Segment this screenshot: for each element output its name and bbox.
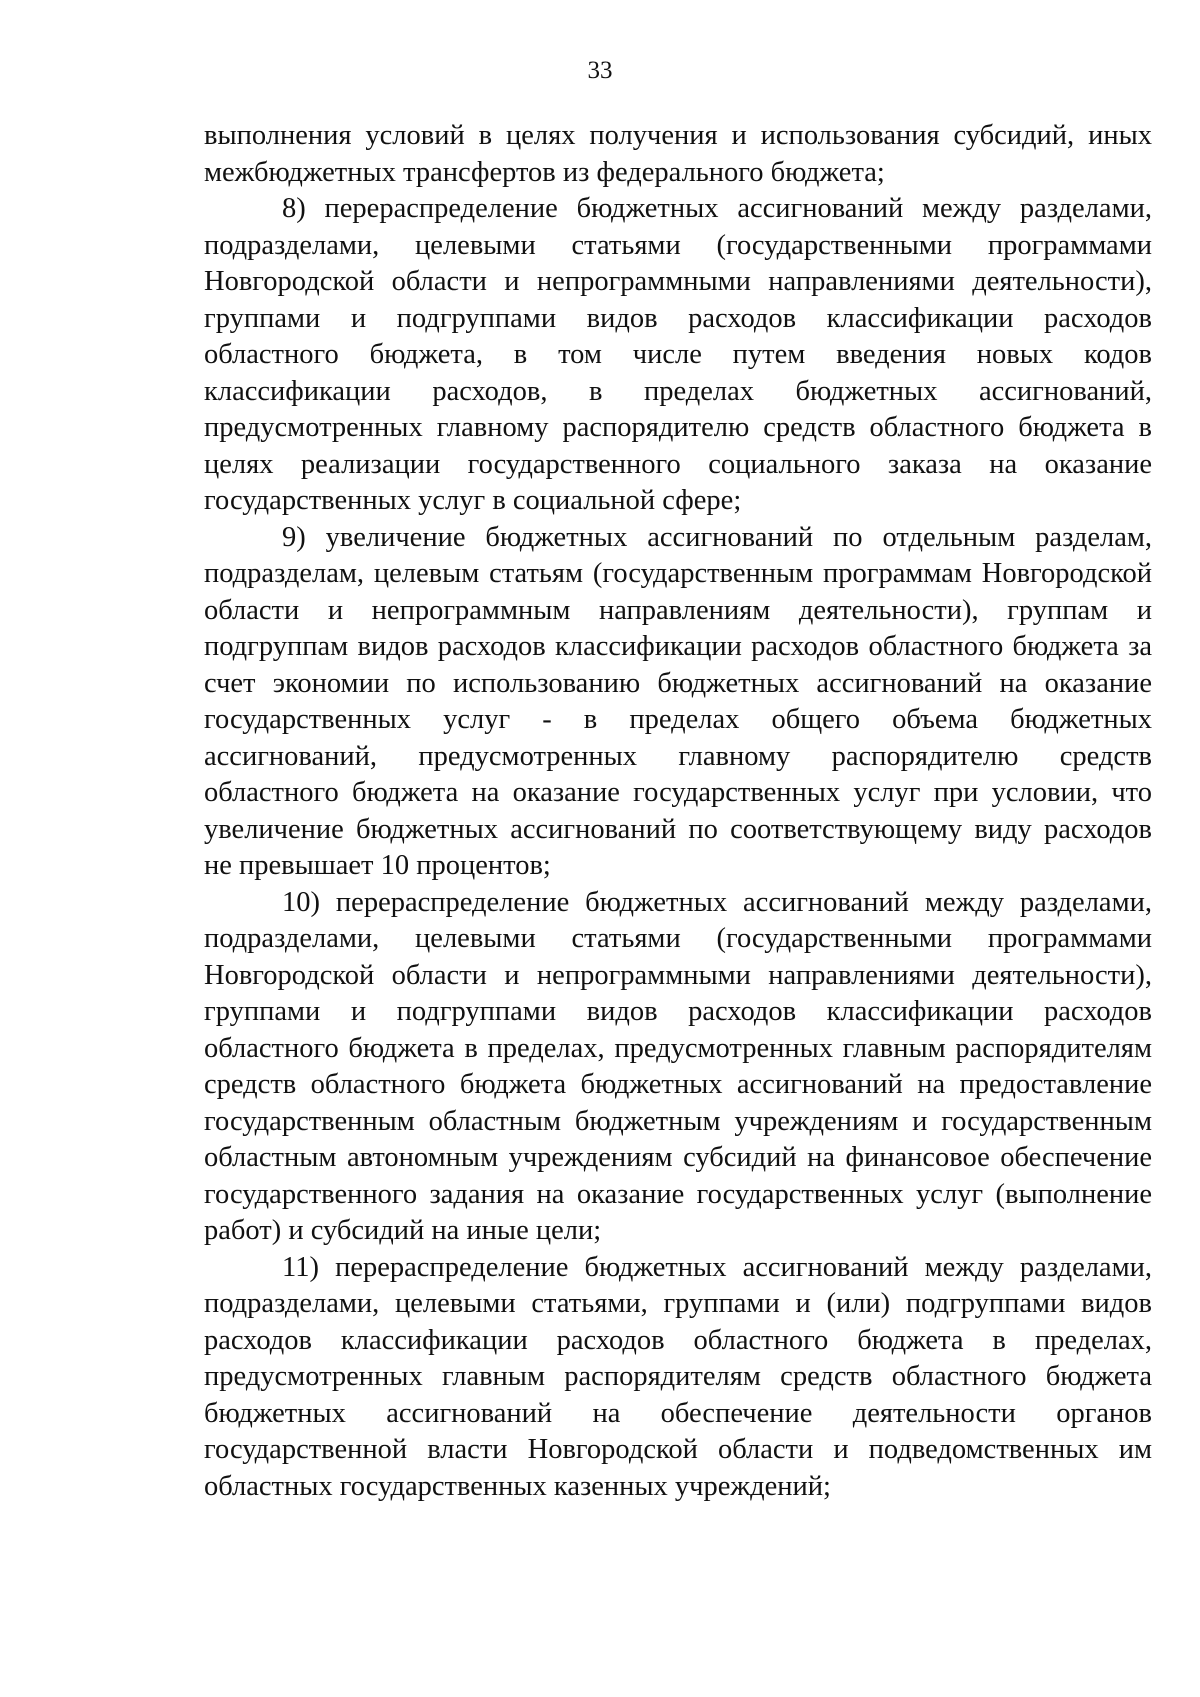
paragraph-item-10: 10) перераспределение бюджетных ассигнований между разделами, подразделами, целевыми статьями (государственными программами Новгородской области и непрограммными направлениями деятельности), группами и подгруппами видов расходов классификации расходов областного бюджета в пределах, предусмотренных главным распорядителям средств областного бюджета бюджетных ассигнований на предоставление государственным областным бюджетным учреждениям и государственным областным автономным учреждениям субсидий на финансовое обеспечение государственного задания на оказание государственных услуг (выполнение работ) и субсидий на иные цели; (204, 886, 1152, 1246)
paragraph-item-9: 9) увеличение бюджетных ассигнований по отдельным разделам, подразделам, целевым статьям (государственным программам Новгородской области и непрограммным направлениям деятельности), группам и подгруппам видов расходов классификации расходов областного бюджета за счет экономии по использованию бюджетных ассигнований на оказание государственных услуг - в пределах общего объема бюджетных ассигнований, предусмотренных главному распорядителю средств областного бюджета на оказание государственных услуг при условии, что увеличение бюджетных ассигнований по соответствующему виду расходов не превышает 10 процентов; (204, 521, 1152, 881)
paragraph-continuation: выполнения условий в целях получения и использования субсидий, иных межбюджетных трансфертов из федерального бюджета; (204, 120, 1152, 188)
page-number: 33 (587, 57, 613, 84)
paragraph-item-8: 8) перераспределение бюджетных ассигнований между разделами, подразделами, целевыми статьями (государственными программами Новгородской области и непрограммными направлениями деятельности), группами и подгруппами видов расходов классификации расходов областного бюджета, в том числе путем введения новых кодов классификации расходов, в пределах бюджетных ассигнований, предусмотренных главному распорядителю средств областного бюджета в целях реализации государственного социального заказа на оказание государственных услуг в социальной сфере; (204, 193, 1152, 516)
paragraph-item-11: 11) перераспределение бюджетных ассигнований между разделами, подразделами, целевыми статьями, группами и (или) подгруппами видов расходов классификации расходов областного бюджета в пределах, предусмотренных главным распорядителям средств областного бюджета бюджетных ассигнований на обеспечение деятельности органов государственной власти Новгородской области и подведомственных им областных государственных казенных учреждений; (204, 1251, 1152, 1502)
document-body (204, 118, 1152, 1505)
